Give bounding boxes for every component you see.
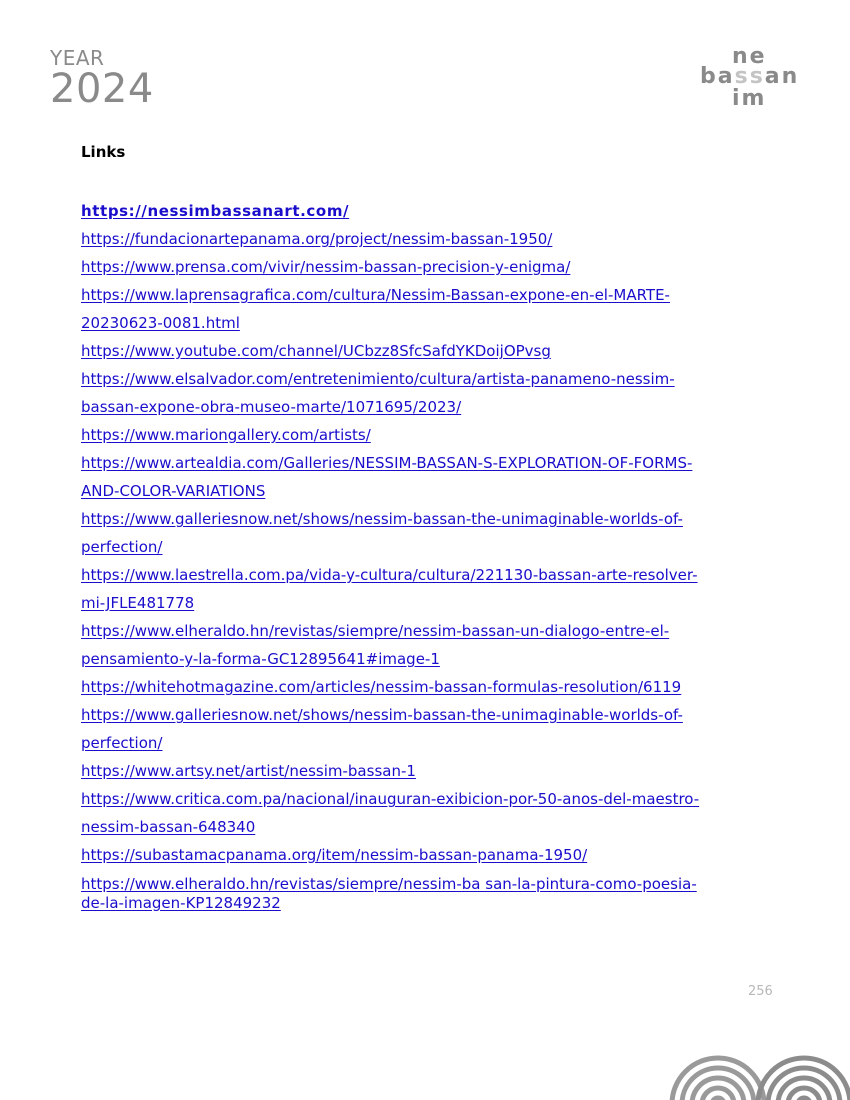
logo-line-1: ne xyxy=(732,44,767,69)
link-critica-cont[interactable]: nessim-bassan-648340 xyxy=(81,818,256,836)
link-nessimbassanart[interactable]: https://nessimbassanart.com/ xyxy=(81,202,350,220)
link-galleriesnow[interactable]: https://www.galleriesnow.net/shows/nessim-bassan-the-unimaginable-worlds-of- xyxy=(81,510,683,528)
link-whitehotmagazine[interactable]: https://whitehotmagazine.com/articles/nessim-bassan-formulas-resolution/6119 xyxy=(81,678,682,696)
link-elheraldo-dialogo[interactable]: https://www.elheraldo.hn/revistas/siempre/nessim-bassan-un-dialogo-entre-el- xyxy=(81,622,670,640)
link-prensa[interactable]: https://www.prensa.com/vivir/nessim-bassan-precision-y-enigma/ xyxy=(81,258,571,276)
year-number: 2024 xyxy=(50,66,154,112)
link-youtube[interactable]: https://www.youtube.com/channel/UCbzz8SfcSafdYKDoijOPvsg xyxy=(81,342,551,360)
link-galleriesnow-2[interactable]: https://www.galleriesnow.net/shows/nessim-bassan-the-unimaginable-worlds-of- xyxy=(81,706,683,724)
link-laestrella[interactable]: https://www.laestrella.com.pa/vida-y-cultura/cultura/221130-bassan-arte-resolver- xyxy=(81,566,698,584)
link-mariongallery[interactable]: https://www.mariongallery.com/artists/ xyxy=(81,426,371,444)
link-artealdia-cont[interactable]: AND-COLOR-VARIATIONS xyxy=(81,482,266,500)
link-artsy[interactable]: https://www.artsy.net/artist/nessim-bassan-1 xyxy=(81,762,416,780)
links-heading: Links xyxy=(81,143,126,161)
link-subastamacpanama[interactable]: https://subastamacpanama.org/item/nessim-bassan-panama-1950/ xyxy=(81,846,588,864)
logo-line-2-end: an xyxy=(764,64,800,89)
arch-left-icon xyxy=(672,1058,764,1100)
link-artealdia[interactable]: https://www.artealdia.com/Galleries/NESSIM-BASSAN-S-EXPLORATION-OF-FORMS- xyxy=(81,454,693,472)
link-laestrella-cont[interactable]: mi-JFLE481778 xyxy=(81,594,195,612)
link-elheraldo-pintura-cont[interactable]: de-la-imagen-KP12849232 xyxy=(81,894,281,912)
link-fundacionartepanama[interactable]: https://fundacionartepanama.org/project/nessim-bassan-1950/ xyxy=(81,230,553,248)
link-galleriesnow-2-cont[interactable]: perfection/ xyxy=(81,734,163,752)
link-elsalvador-cont[interactable]: bassan-expone-obra-museo-marte/1071695/2023/ xyxy=(81,398,462,416)
link-critica[interactable]: https://www.critica.com.pa/nacional/inauguran-exibicion-por-50-anos-del-maestro- xyxy=(81,790,700,808)
link-elheraldo-dialogo-cont[interactable]: pensamiento-y-la-forma-GC12895641#image-1 xyxy=(81,650,440,668)
link-elheraldo-pintura[interactable]: https://www.elheraldo.hn/revistas/siempre/nessim-ba san-la-pintura-como-poesia- xyxy=(81,875,697,893)
logo-line-3: im xyxy=(732,86,767,111)
link-elsalvador[interactable]: https://www.elsalvador.com/entretenimiento/cultura/artista-panameno-nessim- xyxy=(81,370,675,388)
link-galleriesnow-cont[interactable]: perfection/ xyxy=(81,538,163,556)
logo-line-2-mid: ss xyxy=(734,64,765,89)
link-laprensagrafica-cont[interactable]: 20230623-0081.html xyxy=(81,314,240,332)
year-label: YEAR xyxy=(50,46,105,70)
link-laprensagrafica[interactable]: https://www.laprensagrafica.com/cultura/Nessim-Bassan-expone-en-el-MARTE- xyxy=(81,286,670,304)
page-number: 256 xyxy=(748,984,773,999)
logo-line-2-start: ba xyxy=(700,64,735,89)
arch-right-icon xyxy=(758,1058,850,1100)
